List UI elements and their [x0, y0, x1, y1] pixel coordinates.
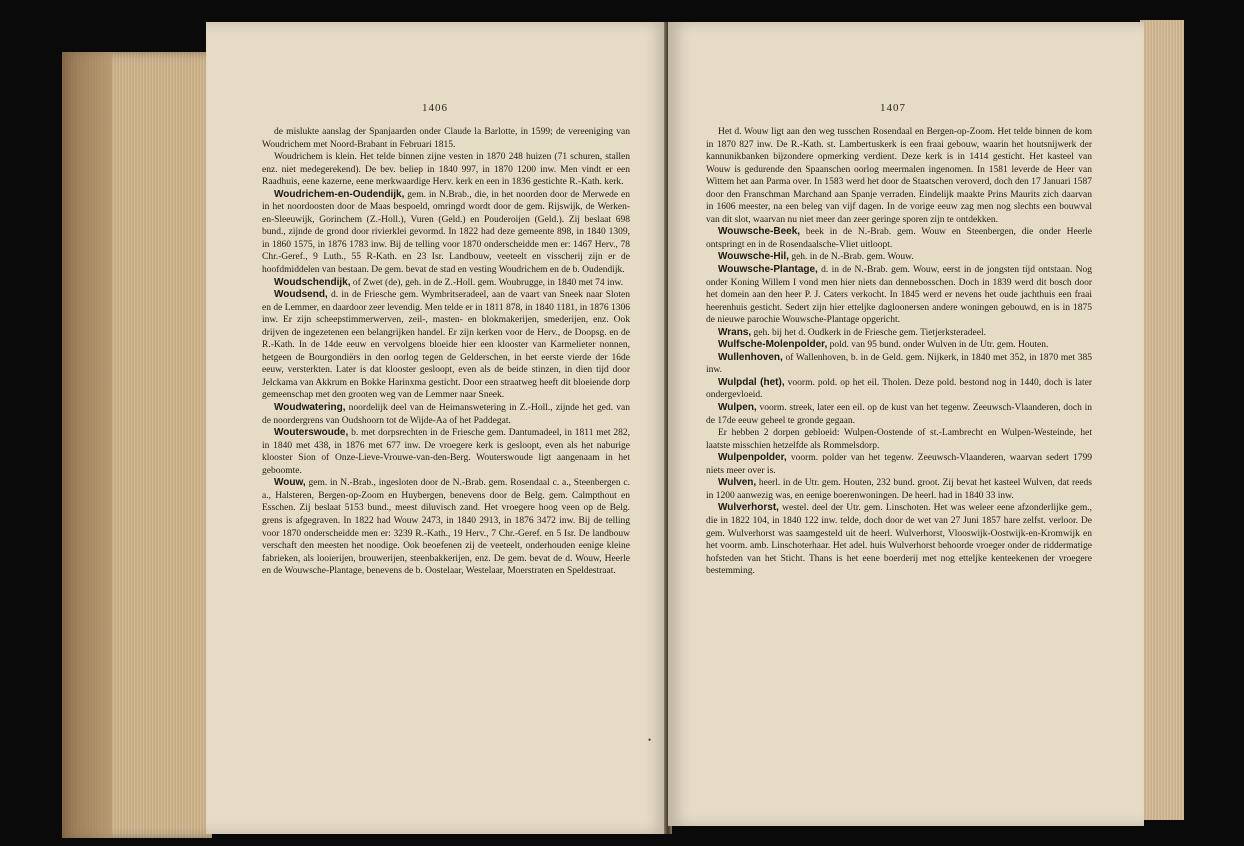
entry-paragraph — [706, 452, 1092, 477]
entry-paragraph — [262, 402, 630, 427]
right-page — [668, 22, 1144, 826]
entry-body: geh. in de N.-Brab. gem. Wouw. — [788, 252, 914, 263]
entry-body: d. in de Friesche gem. Wymbritseradeel, aan de vaart van Sneek naar Sloten en de Lemmer, en daardoor zeer levendig. Men telde er in 1811 878, in 1840 1181, in 1876 1306 inw. Er zijn scheepstimmerwerven, zeil-, masten- en blokmakerijen, smederijen, enz. Ook drijven de ingezetenen een belangrijken handel. Er zijn kerken voor de Herv., de Doopsg. en de R.-Kath. In de 14de eeuw en vervolgens bloeide hier een klooster van Karmelieter nonnen, hetgeen de Bourgondiërs in den oorlog tegen de Gelderschen, in het eerste vierde der 16de eeuw, versterkten. Later is dat klooster gesloopt, even als de beide stinzen, in dien tijd door Jelckama van Akkrum en Bokke Harinxma gesticht. Door een straatweg heeft dit bloeiende dorp gemeenschap met den grooten weg van de Lemmer naar Sneek. — [262, 290, 630, 401]
entry-headword: Wulverhorst, — [718, 502, 779, 514]
entry-headword: Wulpdal (het), — [718, 376, 785, 388]
entry-body: b. met dorpsrechten in de Friesche gem. Dantumadeel, in 1811 met 282, in 1840 met 438, in 1876 met 677 inw. De vroegere kerk is gesloopt, even als het naburige klooster Sion of Onze-Lieve-Vrouwe-van-den-Berg. Wouterswoude ligt aangenaam in het geboomte. — [262, 428, 630, 476]
entry-body: Woudrichem is klein. Het telde binnen zijne vesten in 1870 248 huizen (71 schuren, stallen enz. niet medegerekend). De bev. beliep in 1840 997, in 1870 1200 inw. Men vindt er een Raadhuis, eene kazerne, eene merkwaardige Herv. kerk en een in 1836 gestichte R.-Kath. kerk. — [262, 152, 630, 188]
entry-paragraph — [706, 264, 1092, 327]
entry-headword: Wouwsche-Plantage, — [718, 264, 818, 276]
entry-headword: Woudschendijk, — [274, 276, 351, 288]
entry-paragraph — [262, 427, 630, 477]
entry-headword: Wrans, — [718, 326, 752, 338]
entry-headword: Woudwatering, — [274, 402, 346, 414]
entry-paragraph — [262, 151, 630, 189]
entry-body: voorm. streek, later een eil. op de kust van het tegenw. Zeeuwsch-Vlaanderen, doch in de 17de eeuw geheel te gronde gegaan. — [706, 403, 1092, 426]
right-page-number: 1407 — [880, 102, 906, 114]
entry-paragraph — [262, 189, 630, 277]
entry-headword: Wulpenpolder, — [718, 452, 787, 464]
entry-body: of Zwet (de), geh. in de Z.-Holl. gem. Woubrugge, in 1840 met 74 inw. — [350, 277, 624, 288]
entry-paragraph — [262, 477, 630, 577]
entry-headword: Wulpen, — [718, 402, 757, 414]
entry-headword: Wulven, — [718, 477, 757, 489]
entry-paragraph — [706, 126, 1092, 226]
entry-body: of Wallenhoven, b. in de Geld. gem. Nijkerk, in 1840 met 352, in 1870 met 385 inw. — [706, 352, 1092, 376]
entry-headword: Wulfsche-Molenpolder, — [718, 339, 828, 351]
entry-paragraph — [706, 339, 1092, 352]
entry-paragraph — [706, 377, 1092, 402]
entry-headword: Wouw, — [274, 477, 306, 489]
entry-paragraph — [706, 502, 1092, 577]
entry-body: Het d. Wouw ligt aan den weg tusschen Rosendaal en Bergen-op-Zoom. Het telde binnen de kom in 1870 827 inw. De R.-Kath. st. Lambertuskerk is een fraai gebouw, waarin het houtsnijwerk der kannunikbanken bijzondere opmerking verdient. Deze kerk is in 1414 gesticht. Het kasteel van Wouw is gedurende den Spaanschen oorlog meermalen ingenomen. In 1581 leverde de Heer van Wittem het aan Parma over. In 1583 werd het door de Staatschen veroverd, doch den 17 Januari 1587 door den Franschman Marchand aan Spanje verraden. Eindelijk maakte Prins Maurits zich daarvan in 1606 meester, na een beleg van vijf dagen. In de vorige eeuw zag men nog slechts een bouwval van dit slot, waarvan nu niet meer dan zeer geringe sporen zijn te ontdekken. — [706, 127, 1092, 225]
entry-body: voorm. polder van het tegenw. Zeeuwsch-Vlaanderen, waarvan sedert 1799 niets meer over is. — [706, 453, 1092, 476]
entry-body: gem. in N.-Brab., ingesloten door de N.-Brab. gem. Rosendaal c. a., Steenbergen c. a., Halsteren, Bergen-op-Zoom en Huybergen, benevens door de Belg. gem. Calmpthout en Esschen. Zij beslaat 5153 bund., meest diluvisch zand. Het vroegere hoog veen op de Belg. grens is afgegraven. In 1822 had Wouw 2473, in 1840 2913, in 1876 3472 inw. Bij de telling voor 1870 onderscheidde men er: 3239 R.-Kath., 19 Herv., 7 Chr.-Geref. en 5 Isr. De landbouw verschaft den meesten het noodige. Ook beoefenen zij de veeteelt, onderhouden eenige kleine fabrieken, als looierijen, brouwerijen, steenbakkerijen, enz. De gem. bevat de d. Wouw, Heerle en de Wouwsche-Plantage, benevens de b. Oostelaar, Westelaar, Moerstraten en Speldestraat. — [262, 478, 630, 577]
entry-paragraph — [706, 402, 1092, 427]
entry-paragraph — [706, 427, 1092, 452]
entry-body: geh. bij het d. Oudkerk in de Friesche gem. Tietjerksteradeel. — [751, 327, 986, 338]
entry-paragraph — [706, 226, 1092, 251]
left-page-text — [262, 126, 630, 578]
page-edges-right — [1140, 20, 1184, 820]
entry-paragraph — [706, 327, 1092, 340]
entry-headword: Wouwsche-Beek, — [718, 226, 801, 238]
entry-headword: Wullenhoven, — [718, 351, 783, 363]
entry-body: noordelijk deel van de Heimanswetering in Z.-Holl., zijnde het ged. van de noordergrens van Oudshoorn tot de Wijde-Aa of het Paddegat. — [262, 403, 630, 426]
entry-body: de mislukte aanslag der Spanjaarden onder Claude la Barlotte, in 1599; de vereeniging van Woudrichem met Noord-Brabant in Februari 1815. — [262, 127, 630, 150]
entry-headword: Wouwsche-Hil, — [718, 251, 789, 263]
entry-paragraph — [706, 352, 1092, 377]
left-page — [206, 22, 668, 834]
entry-body: westel. deel der Utr. gem. Linschoten. Het was weleer eene afzonderlijke gem., die in 1822 104, in 1840 122 inw. telde, doch door de wet van 27 Juni 1857 hare zelfst. verloor. De gem. Wulverhorst was saamgesteld uit de heerl. Wulverhorst, Vlooswijk-Oostwijk-en-Kromwijk en het voorm. amb. Linschoterhaar. Het adel. huis Wulverhorst behoorde vroeger onder de riddermatige hofsteden van het Sticht. Thans is het eene boerderij met nog etteljke kenteekenen der vroegere bestemming. — [706, 503, 1092, 577]
right-page-text — [706, 126, 1092, 578]
entry-paragraph — [706, 477, 1092, 502]
book-cover-edge — [62, 52, 112, 838]
entry-paragraph — [262, 289, 630, 402]
entry-body: Er hebben 2 dorpen gebloeid: Wulpen-Oostende of st.-Lambrecht en Wulpen-Westeinde, het laatste misschien hetzelfde als Rommelsdorp. — [706, 428, 1092, 451]
entry-paragraph — [262, 277, 630, 290]
entry-paragraph — [262, 126, 630, 151]
left-page-number: 1406 — [422, 102, 448, 114]
entry-body: gem. in N.Brab., die, in het noorden door de Merwede en in het noordoosten door de Maas bespoeld, omringd wordt door de gem. Rijswijk, de Werken-en-Sleeuwijk, Gorinchem (Z.-Holl.), Vuren (Geld.) en Pouderoijen (Geld.). Zij beslaat 698 bund., zijnde de grond door rivierklei gevormd. In 1822 had deze gemeente 898, in 1840 1309, in 1860 1575, in 1876 1783 inw. Bij de telling voor 1870 onderscheidde men er: 1467 Herv., 78 Chr.-Geref., 9 Luth., 55 R-Kath. en 23 Isr. Landbouw, veeteelt en visscherij zijn er de hoofdmiddelen van bestaan. De gem. bevat de stad en vesting Woudrichem en de b. Oudendijk. — [262, 189, 630, 276]
entry-headword: Woudrichem-en-Oudendijk, — [274, 188, 405, 200]
entry-body: heerl. in de Utr. gem. Houten, 232 bund. groot. Zij bevat het kasteel Wulven, dat reeds in 1200 aanwezig was, en eenige boerenwoningen. De heerl. had in 1840 33 inw. — [706, 478, 1092, 501]
entry-body: pold. van 95 bund. onder Wulven in de Utr. gem. Houten. — [827, 340, 1049, 351]
entry-body: beek in de N.-Brab. gem. Wouw en Steenbergen, die onder Heerle ontspringt en in de Rosendaalsche-Vliet uitloopt. — [706, 227, 1092, 250]
entry-headword: Wouterswoude, — [274, 427, 349, 439]
stray-mark: • — [648, 735, 652, 745]
entry-headword: Woudsend, — [274, 289, 328, 301]
entry-paragraph — [706, 251, 1092, 264]
entry-body: d. in de N.-Brab. gem. Wouw, eerst in de jongsten tijd ontstaan. Nog onder Koning Willem I vond men hier niets dan dennebosschen. Doch in 1839 werd dit bosch door het domein aan den heer P. J. Caters verkocht. In 1845 werd er nevens het oude jachthuis een fraai heerenhuis gesticht. Sedert zijn hier etteljke dagloonersen andere woningen gebouwd, en is in 1875 de nieuwe parochie Wouwsche-Plantage opgericht. — [706, 265, 1092, 326]
entry-body: voorm. pold. op het eil. Tholen. Deze pold. bestond nog in 1440, doch is later ondergevloeid. — [706, 377, 1092, 401]
